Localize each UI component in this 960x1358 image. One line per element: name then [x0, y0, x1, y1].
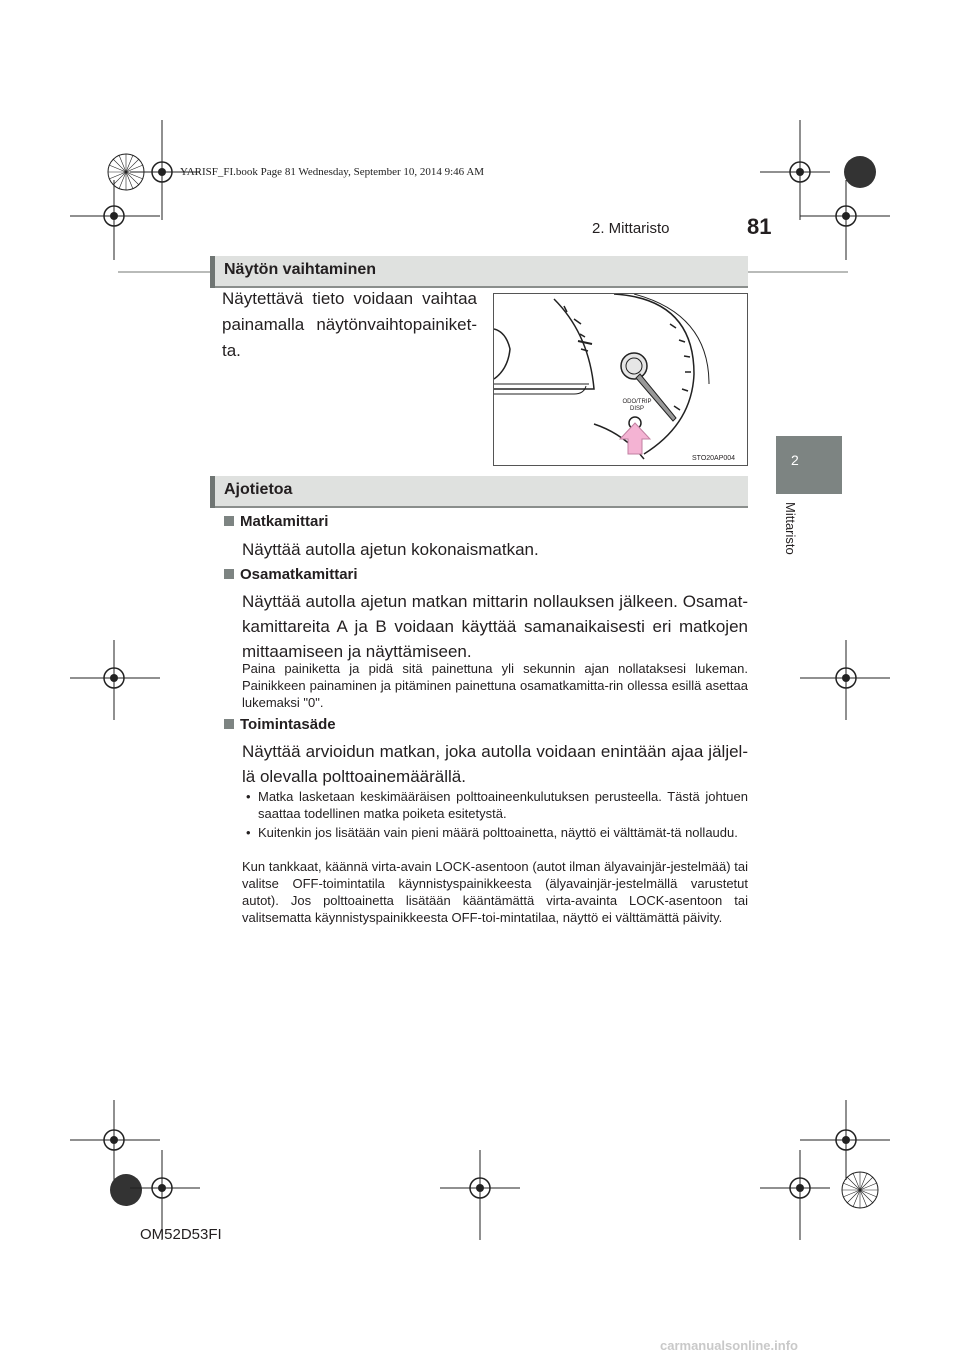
item-heading-odometer: [224, 513, 328, 530]
chapter-side-tab: [776, 436, 842, 494]
item-heading-trip-meter: [224, 566, 358, 583]
side-tab-number: 2: [791, 452, 799, 468]
button-label-line1: ODO/TRIP: [622, 399, 652, 405]
item-note-trip-meter: Paina painiketta ja pidä sitä painettuna yli sekunnin ajan nollataksesi lukeman. Painikkeen painaminen ja pitäminen painettuna osamatkamitta-rin ollessa esillä asettaa lukemaksi "0".: [242, 661, 748, 710]
item-heading-range: [224, 716, 336, 733]
button-label: [622, 399, 652, 413]
section-intro-text: Näytettävä tieto voidaan vaihtaa painamalla näytönvaihtopainiket-ta.: [222, 289, 477, 360]
watermark: carmanualsonline.info: [660, 1338, 798, 1353]
figure-code: STO20AP004: [692, 455, 736, 462]
chapter-title: 2. Mittaristo: [592, 220, 670, 237]
section-heading-trip-info: [210, 476, 748, 508]
side-tab-label: Mittaristo: [783, 502, 798, 555]
bullet-text: Kuitenkin jos lisätään vain pieni määrä polttoainetta, näyttö ei välttämät-tä nollaudu.: [258, 825, 738, 840]
section-accent: [210, 256, 215, 288]
cluster-drawing: [494, 294, 748, 466]
page-number: 81: [747, 214, 772, 239]
bullet-dot-icon: •: [246, 825, 251, 840]
registration-mark-bottom-right-dial: [830, 1160, 890, 1220]
button-label-line2: DISP: [629, 406, 644, 412]
crosshair-mark-bottom-right: [760, 1150, 830, 1240]
bullet-dot-icon: •: [246, 789, 251, 804]
crosshair-mark-left-middle: [70, 640, 160, 720]
item-heading-text: Toimintasäde: [240, 716, 336, 733]
crosshair-mark-right-upper: [800, 180, 890, 260]
crosshair-mark-bottom-center: [440, 1150, 520, 1240]
bullet-text: Matka lasketaan keskimääräisen polttoaineenkulutuksen perusteella. Tästä johtuen saattaa todellinen matka poiketa esitetystä.: [258, 789, 748, 821]
square-bullet-icon: [224, 719, 234, 729]
item-heading-text: Osamatkamittari: [240, 566, 358, 583]
section-title: Ajotietoa: [224, 481, 293, 498]
crosshair-mark-right-middle: [800, 640, 890, 720]
section-heading-display-switch: [210, 256, 748, 288]
square-bullet-icon: [224, 516, 234, 526]
document-code: OM52D53FI: [140, 1226, 222, 1243]
refuel-note: Kun tankkaat, käännä virta-avain LOCK-asentoon (autot ilman älyavainjär-jestelmää) tai valitse OFF-toimintatila käynnistyspainikkeesta (älyavainjär-jestelmällä varustetut autot). Jos polttoainetta lisätään kääntämättä virta-avainta LOCK-asentoon tai valitsematta käynnistyspainikkeesta OFF-toi-mintatilaa, näyttö ei välttämättä päivity.: [242, 859, 748, 925]
instrument-cluster-illustration: [493, 293, 748, 466]
item-text-trip-meter: Näyttää autolla ajetun matkan mittarin nollauksen jälkeen. Osamat-kamittareita A ja B voidaan käyttää samanaikaisesti eri matkojen mittaamiseen ja näyttämiseen.: [242, 592, 748, 661]
section-accent: [210, 476, 215, 508]
item-text-range: Näyttää arvioidun matkan, joka autolla voidaan enintään ajaa jäljel-lä olevalla polttoainemäärällä.: [242, 742, 748, 786]
item-text-odometer: Näyttää autolla ajetun kokonaismatkan.: [242, 540, 539, 559]
crosshair-mark-left-upper: [70, 180, 160, 260]
bullet-item: [242, 788, 748, 822]
book-info-line: YARISF_FI.book Page 81 Wednesday, September 10, 2014 9:46 AM: [180, 166, 485, 178]
item-heading-text: Matkamittari: [240, 513, 329, 530]
section-title: Näytön vaihtaminen: [224, 261, 377, 278]
square-bullet-icon: [224, 569, 234, 579]
bullet-item: [242, 824, 748, 841]
